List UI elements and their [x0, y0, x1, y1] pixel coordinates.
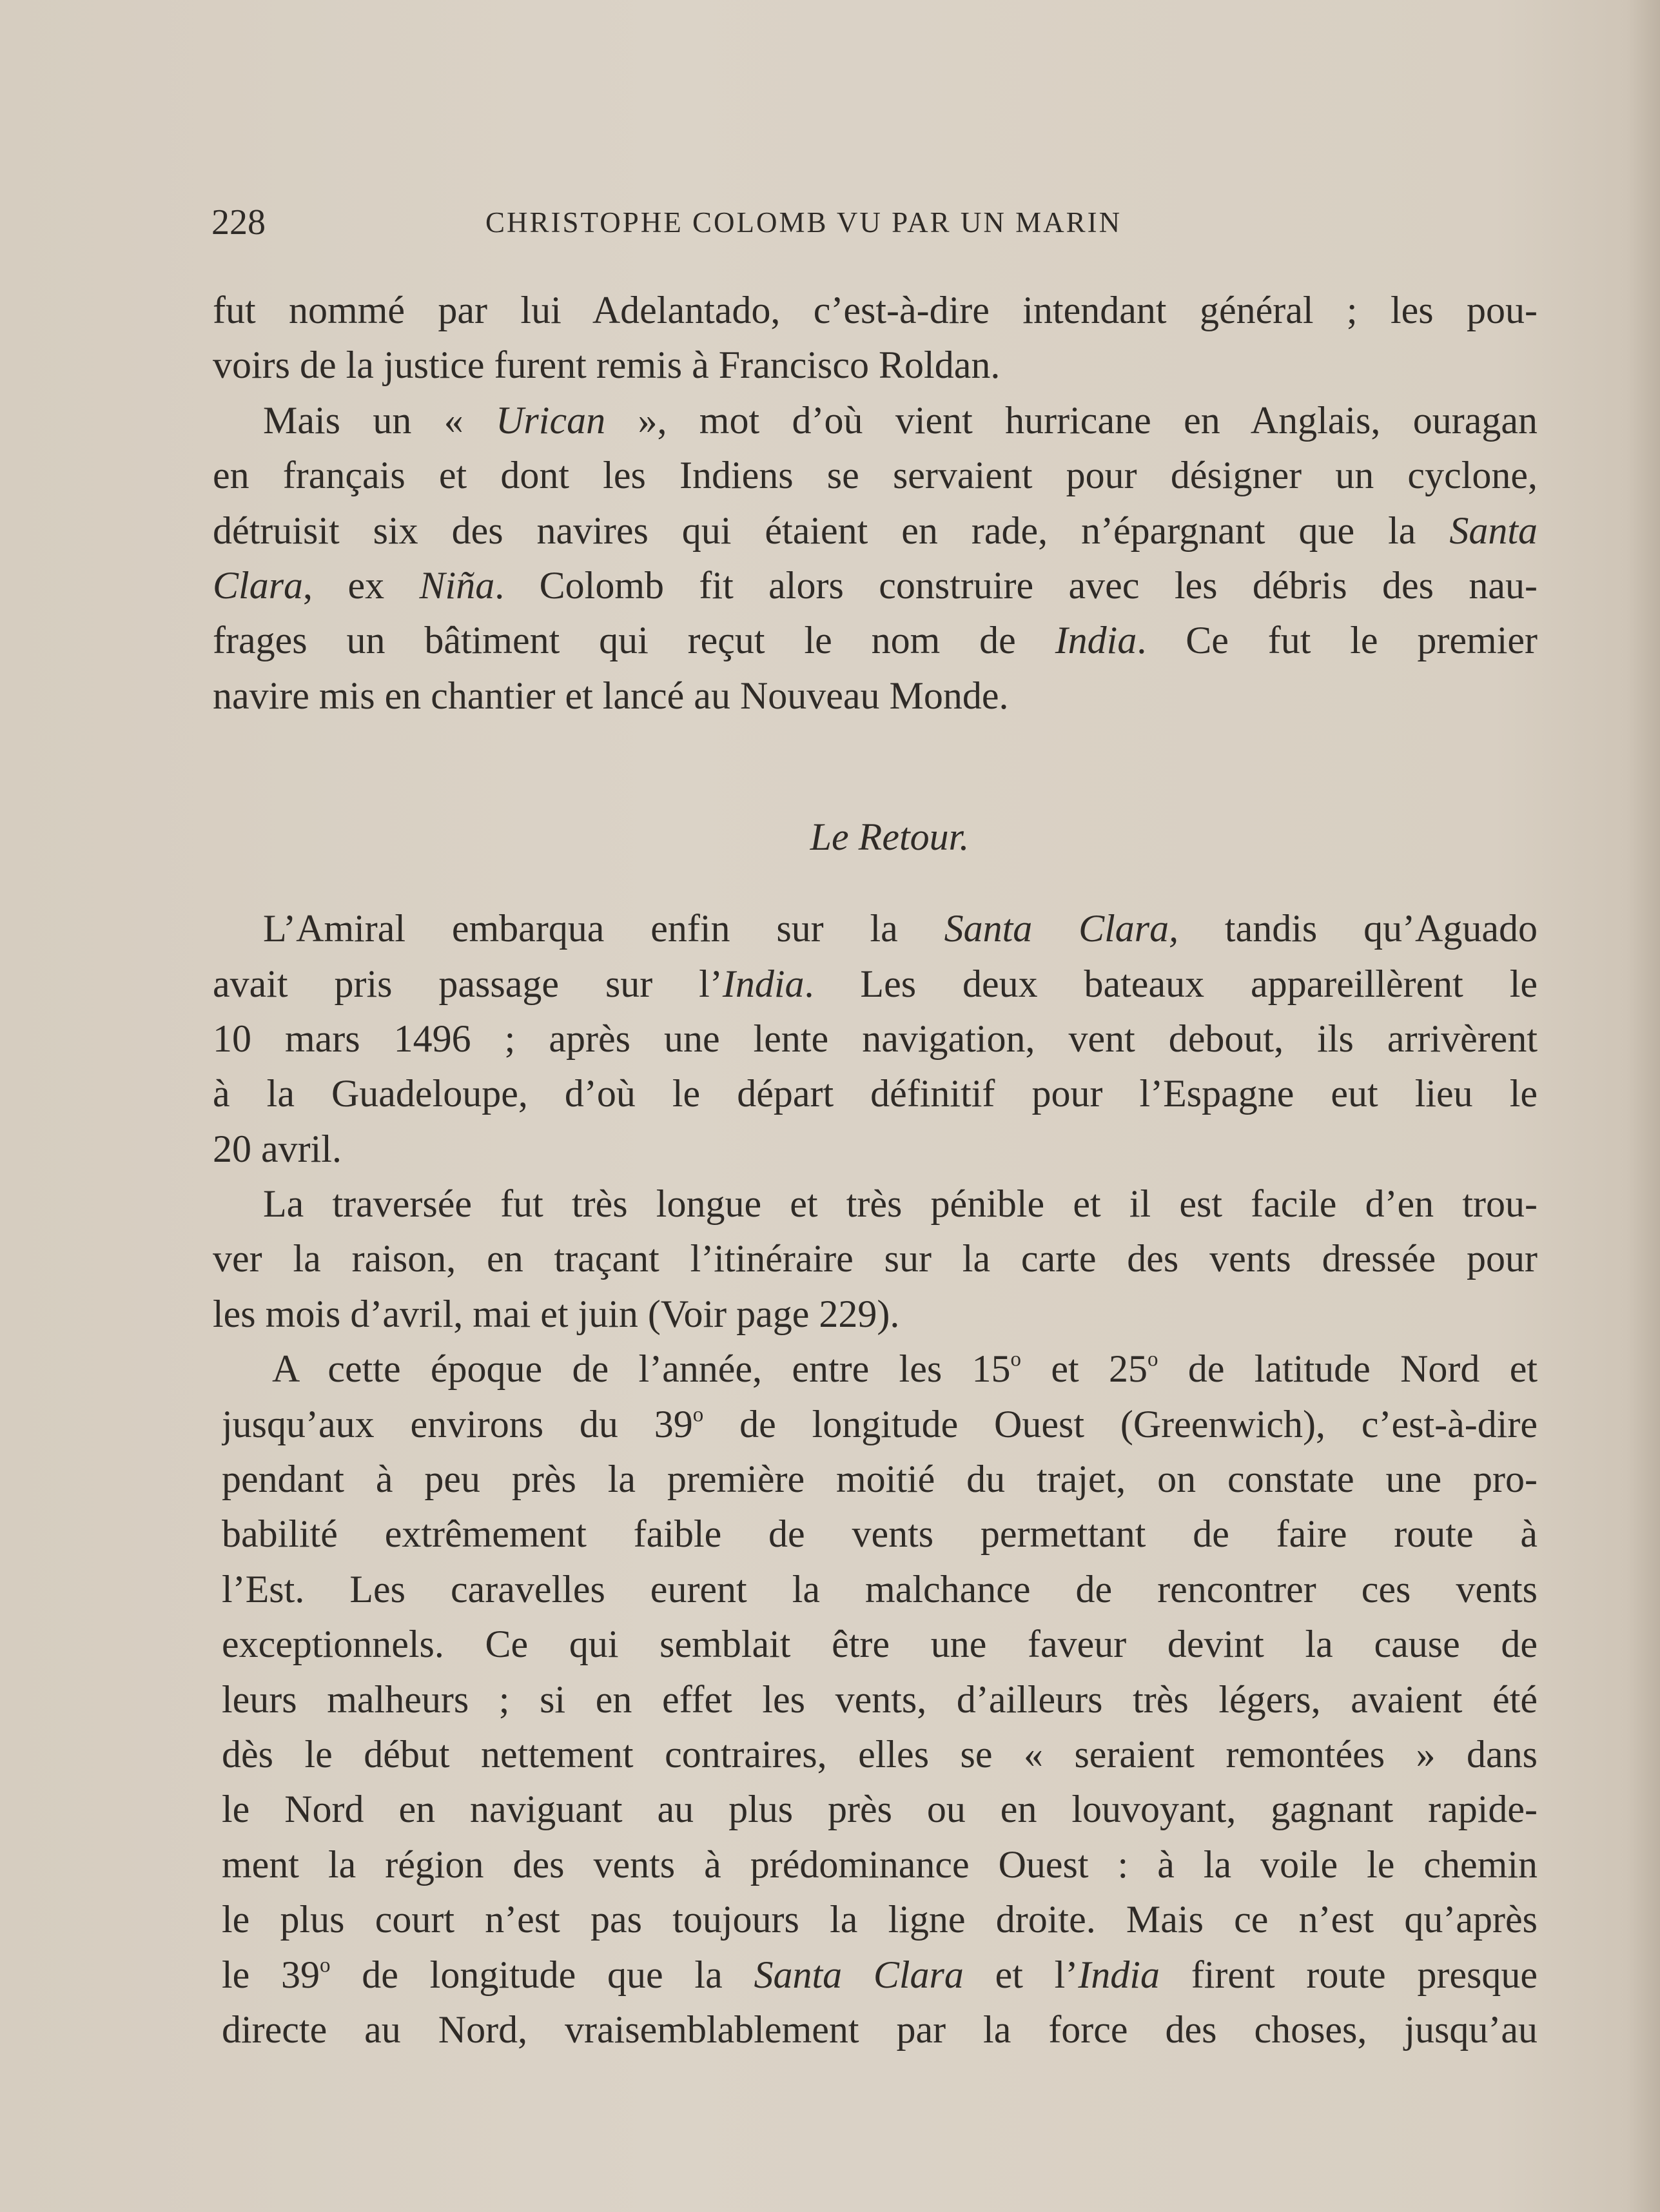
text-run: Mais un « — [263, 398, 496, 442]
italic-text: India — [722, 962, 805, 1005]
text-line — [222, 1562, 1538, 1617]
degree-superscript: o — [692, 1402, 704, 1426]
text-after-heading — [213, 901, 1538, 2057]
italic-text: Niña — [419, 563, 495, 607]
text-line — [222, 1342, 1538, 1396]
text-run: ver la raison, en traçant l’itinéraire sur la carte des vents dressée pour — [213, 1237, 1538, 1280]
text-run: le 39 — [222, 1953, 320, 1996]
italic-text: Santa Clara — [754, 1953, 964, 1996]
degree-superscript: o — [320, 1953, 331, 1977]
text-run: leurs malheurs ; si en effet les vents, d’ailleurs très légers, avaient été — [222, 1678, 1538, 1721]
text-line — [213, 1177, 1538, 1231]
text-run: pendant à peu près la première moitié du trajet, on constate une pro- — [222, 1458, 1538, 1501]
running-header — [211, 197, 1275, 248]
text-run: de longitude Ouest (Greenwich), c’est-à-dire — [703, 1402, 1538, 1445]
text-run: et 25 — [1021, 1347, 1148, 1391]
italic-text: India — [1055, 619, 1137, 662]
text-line — [213, 448, 1538, 503]
text-run: les mois d’avril, mai et juin (Voir page 229). — [213, 1292, 900, 1335]
text-run: babilité extrêmement faible de vents permettant de faire route à — [222, 1512, 1538, 1556]
italic-text: Santa — [1449, 509, 1538, 552]
text-line — [222, 1672, 1538, 1727]
text-line — [222, 1892, 1538, 1947]
text-line — [213, 283, 1538, 338]
text-run: l’Est. Les caravelles eurent la malchance de rencontrer ces vents — [222, 1567, 1538, 1610]
page-body — [213, 283, 1538, 2057]
paragraph — [213, 1177, 1538, 1342]
text-line — [213, 669, 1538, 723]
text-line — [213, 338, 1538, 393]
text-run: A cette époque de l’année, entre les 15 — [272, 1347, 1011, 1391]
text-run: 20 avril. — [213, 1127, 342, 1170]
text-run: le plus court n’est pas toujours la ligne droite. Mais ce n’est qu’après — [222, 1898, 1538, 1941]
text-run: le Nord en naviguant au plus près ou en louvoyant, gagnant rapide- — [222, 1788, 1538, 1831]
text-line — [222, 1397, 1538, 1452]
text-run: détruisit six des navires qui étaient en rade, n’épargnant que la — [213, 509, 1450, 552]
italic-text: Urican — [496, 398, 606, 442]
text-run: . Ce fut le premier — [1137, 619, 1538, 662]
text-run: . Colomb fit alors construire avec les débris des nau- — [494, 563, 1538, 607]
text-line — [213, 1231, 1538, 1286]
text-run: La traversée fut très longue et très pénible et il est facile d’en trou- — [263, 1182, 1538, 1226]
text-run: de longitude que la — [330, 1953, 754, 1996]
paragraph — [213, 901, 1538, 1177]
text-run: L’Amiral embarqua enfin sur la — [263, 907, 944, 950]
italic-text: Clara — [213, 563, 304, 607]
paragraph — [213, 1342, 1538, 2057]
text-line — [222, 1837, 1538, 1892]
text-run: . Les deux bateaux appareillèrent le — [804, 962, 1538, 1005]
text-run: avait pris passage sur l’ — [213, 962, 723, 1005]
text-run: de latitude Nord et — [1158, 1347, 1538, 1391]
text-line — [213, 1287, 1538, 1342]
running-title: CHRISTOPHE COLOMB VU PAR UN MARIN — [485, 206, 1122, 239]
text-line — [222, 1727, 1538, 1782]
text-line — [222, 1452, 1538, 1507]
text-line — [222, 2002, 1538, 2057]
italic-text: Santa Clara, — [944, 907, 1179, 950]
text-run: , ex — [303, 563, 420, 607]
text-line — [222, 1617, 1538, 1672]
text-run: et l’ — [963, 1953, 1079, 1996]
paragraph — [213, 283, 1538, 393]
text-line — [213, 1122, 1538, 1177]
text-run: voirs de la justice furent remis à Francisco Roldan. — [213, 344, 1001, 387]
text-line — [213, 901, 1538, 956]
section-heading: Le Retour. — [810, 816, 970, 859]
text-line — [222, 1507, 1538, 1561]
text-line — [213, 1012, 1538, 1066]
text-run: fut nommé par lui Adelantado, c’est-à-dire intendant général ; les pou- — [213, 289, 1538, 331]
text-line — [222, 1782, 1538, 1837]
page-number: 228 — [211, 202, 266, 242]
paragraph — [213, 393, 1538, 723]
text-line — [213, 613, 1538, 668]
text-run: 10 mars 1496 ; après une lente navigation, vent debout, ils arrivèrent — [213, 1017, 1538, 1060]
text-before-heading — [213, 283, 1538, 723]
text-run: », mot d’où vient hurricane en Anglais, ouragan — [605, 398, 1538, 442]
text-line — [213, 957, 1538, 1012]
text-run: dès le début nettement contraires, elles se « seraient remontées » dans — [222, 1732, 1538, 1776]
italic-text: India — [1078, 1953, 1160, 1996]
text-run: en français et dont les Indiens se servaient pour désigner un cyclone, — [213, 454, 1538, 497]
degree-superscript: o — [1147, 1347, 1158, 1371]
text-run: exceptionnels. Ce qui semblait être une faveur devint la cause de — [222, 1623, 1538, 1666]
text-run: firent route presque — [1159, 1953, 1538, 1996]
text-line — [213, 1066, 1538, 1121]
text-run: navire mis en chantier et lancé au Nouveau Monde. — [213, 674, 1009, 717]
text-run: tandis qu’Aguado — [1178, 907, 1538, 950]
text-run: jusqu’aux environs du 39 — [222, 1402, 693, 1445]
text-line — [213, 558, 1538, 613]
text-run: ment la région des vents à prédominance Ouest : à la voile le chemin — [222, 1843, 1538, 1886]
text-line — [213, 504, 1538, 558]
text-run: directe au Nord, vraisemblablement par la force des choses, jusqu’au — [222, 2008, 1538, 2051]
text-line — [222, 1948, 1538, 2002]
text-run: à la Guadeloupe, d’où le départ définitif pour l’Espagne eut lieu le — [213, 1072, 1538, 1115]
degree-superscript: o — [1010, 1347, 1022, 1371]
text-line — [213, 393, 1538, 448]
text-run: frages un bâtiment qui reçut le nom de — [213, 619, 1055, 662]
